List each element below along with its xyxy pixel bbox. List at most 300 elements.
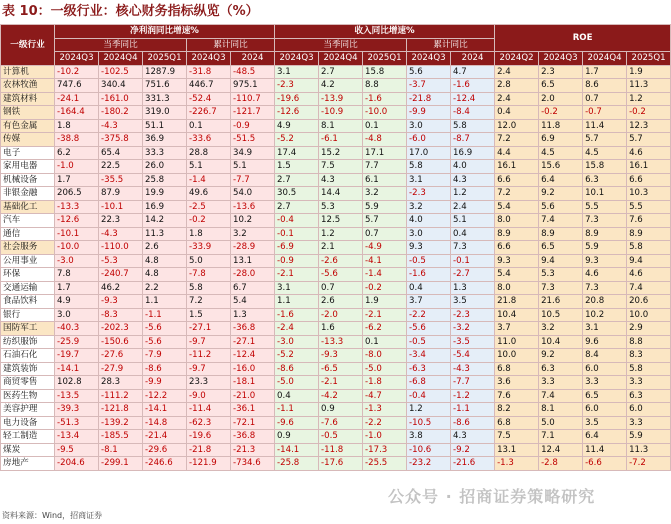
value-cell: -1.2: [451, 389, 495, 403]
value-cell: 7.4: [627, 281, 671, 295]
value-cell: -13.3: [319, 335, 363, 349]
table-row: [1, 308, 671, 322]
value-cell: -5.6: [143, 335, 187, 349]
value-cell: 6.5: [539, 241, 583, 255]
value-cell: 12.3: [627, 119, 671, 133]
table-row: [1, 268, 671, 282]
value-cell: 3.2: [539, 322, 583, 336]
value-cell: 2.1: [319, 241, 363, 255]
table-row: [1, 416, 671, 430]
value-cell: -2.0: [319, 308, 363, 322]
roe-header: ROE: [495, 25, 671, 52]
value-cell: 6.3: [539, 362, 583, 376]
value-cell: -9.7: [187, 362, 231, 376]
value-cell: 11.3: [143, 227, 187, 241]
value-cell: -11.4: [187, 403, 231, 417]
value-cell: -25.9: [55, 335, 99, 349]
value-cell: 6.0: [627, 403, 671, 417]
period-header: 2025Q1: [143, 52, 187, 66]
table-row: [1, 362, 671, 376]
value-cell: -9.9: [407, 106, 451, 120]
value-cell: 5.9: [627, 430, 671, 444]
value-cell: 0.1: [187, 119, 231, 133]
value-cell: 1.3: [231, 308, 275, 322]
value-cell: -9.3: [319, 349, 363, 363]
value-cell: 3.2: [407, 200, 451, 214]
value-cell: 5.5: [627, 200, 671, 214]
value-cell: 0.4: [495, 106, 539, 120]
value-cell: 16.9: [451, 146, 495, 160]
industry-name: 房地产: [1, 457, 55, 471]
value-cell: -204.6: [55, 457, 99, 471]
value-cell: -110.7: [231, 92, 275, 106]
value-cell: 1.2: [451, 187, 495, 201]
industry-name: 有色金属: [1, 119, 55, 133]
watermark: 公众号 · 招商证券策略研究: [388, 487, 596, 506]
value-cell: 30.5: [275, 187, 319, 201]
value-cell: 0.4: [275, 389, 319, 403]
value-cell: 1.8: [187, 227, 231, 241]
value-cell: -36.8: [231, 322, 275, 336]
value-cell: 8.0: [495, 214, 539, 228]
value-cell: -2.2: [363, 416, 407, 430]
value-cell: -12.4: [451, 92, 495, 106]
value-cell: 11.4: [583, 443, 627, 457]
value-cell: 3.6: [495, 376, 539, 390]
value-cell: 9.3: [495, 254, 539, 268]
value-cell: 3.1: [583, 322, 627, 336]
table-row: [1, 79, 671, 93]
value-cell: 46.2: [99, 281, 143, 295]
industry-name: 医药生物: [1, 389, 55, 403]
value-cell: 14.2: [143, 214, 187, 228]
value-cell: 5.8: [627, 241, 671, 255]
value-cell: -102.5: [99, 65, 143, 79]
value-cell: 3.2: [231, 227, 275, 241]
value-cell: 3.5: [451, 295, 495, 309]
value-cell: 3.0: [407, 119, 451, 133]
value-cell: -734.6: [231, 457, 275, 471]
value-cell: -13.9: [319, 92, 363, 106]
value-cell: -0.9: [275, 254, 319, 268]
value-cell: -31.8: [187, 65, 231, 79]
industry-name: 石油石化: [1, 349, 55, 363]
value-cell: -4.3: [99, 119, 143, 133]
value-cell: -36.8: [231, 430, 275, 444]
value-cell: -0.4: [275, 214, 319, 228]
value-cell: 17.0: [407, 146, 451, 160]
value-cell: -7.7: [231, 173, 275, 187]
value-cell: -2.3: [275, 79, 319, 93]
value-cell: 7.3: [583, 281, 627, 295]
value-cell: 5.5: [583, 200, 627, 214]
value-cell: -4.8: [363, 133, 407, 147]
value-cell: 13.1: [495, 443, 539, 457]
value-cell: 36.9: [143, 133, 187, 147]
value-cell: 5.4: [495, 200, 539, 214]
value-cell: -5.6: [319, 268, 363, 282]
table-row: [1, 65, 671, 79]
value-cell: -2.2: [407, 308, 451, 322]
value-cell: 3.7: [407, 295, 451, 309]
value-cell: 4.8: [143, 254, 187, 268]
industry-name: 建筑材料: [1, 92, 55, 106]
table-row: [1, 295, 671, 309]
value-cell: -5.4: [451, 349, 495, 363]
value-cell: 6.9: [539, 133, 583, 147]
value-cell: 5.7: [363, 214, 407, 228]
industry-header: 一级行业: [1, 25, 55, 66]
value-cell: -5.6: [143, 322, 187, 336]
value-cell: 2.4: [495, 65, 539, 79]
value-cell: 1.7: [55, 281, 99, 295]
value-cell: 15.8: [363, 65, 407, 79]
value-cell: 7.4: [539, 214, 583, 228]
value-cell: 6.1: [363, 173, 407, 187]
value-cell: 11.4: [583, 119, 627, 133]
value-cell: 1287.9: [143, 65, 187, 79]
value-cell: -1.4: [363, 268, 407, 282]
value-cell: -29.6: [143, 443, 187, 457]
value-cell: 446.7: [187, 79, 231, 93]
value-cell: -1.1: [275, 403, 319, 417]
value-cell: 1.1: [275, 295, 319, 309]
value-cell: -21.4: [143, 430, 187, 444]
value-cell: 7.2: [495, 187, 539, 201]
value-cell: -12.6: [275, 106, 319, 120]
value-cell: -38.8: [55, 133, 99, 147]
value-cell: 3.2: [363, 187, 407, 201]
table-row: [1, 281, 671, 295]
value-cell: -9.9: [143, 376, 187, 390]
value-cell: -1.6: [275, 308, 319, 322]
value-cell: -10.6: [407, 443, 451, 457]
value-cell: -14.8: [143, 416, 187, 430]
value-cell: 975.1: [231, 79, 275, 93]
value-cell: -8.4: [451, 106, 495, 120]
value-cell: 1.8: [55, 119, 99, 133]
value-cell: -7.6: [319, 416, 363, 430]
value-cell: -164.4: [55, 106, 99, 120]
value-cell: -28.9: [231, 241, 275, 255]
value-cell: -27.1: [231, 335, 275, 349]
value-cell: -8.3: [99, 308, 143, 322]
value-cell: 8.9: [627, 227, 671, 241]
value-cell: -1.0: [363, 430, 407, 444]
value-cell: 11.8: [539, 119, 583, 133]
value-cell: -52.4: [187, 92, 231, 106]
value-cell: 12.4: [539, 443, 583, 457]
value-cell: 1.5: [187, 308, 231, 322]
value-cell: -1.6: [407, 268, 451, 282]
value-cell: 10.0: [495, 349, 539, 363]
revenue-quarterly-header: 当季同比: [275, 38, 407, 52]
value-cell: -40.3: [55, 322, 99, 336]
value-cell: 10.4: [495, 308, 539, 322]
value-cell: 6.8: [495, 416, 539, 430]
value-cell: -2.7: [451, 268, 495, 282]
value-cell: -1.1: [143, 308, 187, 322]
value-cell: 4.2: [319, 79, 363, 93]
value-cell: 8.9: [495, 227, 539, 241]
value-cell: -3.4: [407, 349, 451, 363]
value-cell: -9.3: [99, 295, 143, 309]
value-cell: 0.4: [407, 281, 451, 295]
value-cell: 4.0: [407, 214, 451, 228]
value-cell: -13.3: [55, 200, 99, 214]
period-header: 2024Q3: [539, 52, 583, 66]
value-cell: -16.0: [231, 362, 275, 376]
value-cell: 7.3: [451, 241, 495, 255]
value-cell: -21.6: [451, 457, 495, 471]
value-cell: -5.6: [407, 322, 451, 336]
value-cell: 10.4: [539, 335, 583, 349]
value-cell: -0.2: [539, 106, 583, 120]
value-cell: 10.5: [539, 308, 583, 322]
industry-name: 钢铁: [1, 106, 55, 120]
value-cell: -6.2: [363, 322, 407, 336]
value-cell: -121.8: [99, 403, 143, 417]
value-cell: -2.3: [407, 187, 451, 201]
value-cell: 6.4: [539, 173, 583, 187]
value-cell: -2.8: [539, 457, 583, 471]
value-cell: 5.1: [187, 160, 231, 174]
value-cell: -14.1: [55, 362, 99, 376]
value-cell: 26.0: [143, 160, 187, 174]
value-cell: 3.3: [627, 416, 671, 430]
value-cell: 5.8: [627, 362, 671, 376]
value-cell: 6.0: [583, 403, 627, 417]
value-cell: 12.5: [319, 214, 363, 228]
table-row: [1, 457, 671, 471]
value-cell: 0.9: [319, 403, 363, 417]
value-cell: -27.1: [187, 322, 231, 336]
value-cell: 1.5: [275, 160, 319, 174]
table-row: [1, 403, 671, 417]
value-cell: 319.0: [143, 106, 187, 120]
header-row-periods: [1, 52, 671, 66]
value-cell: 65.4: [99, 146, 143, 160]
industry-name: 银行: [1, 308, 55, 322]
value-cell: -10.5: [407, 416, 451, 430]
value-cell: 8.8: [363, 79, 407, 93]
value-cell: 4.5: [539, 146, 583, 160]
value-cell: -19.7: [55, 349, 99, 363]
value-cell: 3.1: [407, 173, 451, 187]
value-cell: -21.0: [231, 389, 275, 403]
value-cell: 3.0: [55, 308, 99, 322]
industry-name: 传媒: [1, 133, 55, 147]
value-cell: 2.0: [539, 92, 583, 106]
value-cell: -2.6: [319, 254, 363, 268]
table-row: [1, 92, 671, 106]
value-cell: -0.2: [187, 214, 231, 228]
value-cell: -25.8: [275, 457, 319, 471]
value-cell: -4.7: [363, 389, 407, 403]
value-cell: -0.2: [627, 106, 671, 120]
value-cell: -5.3: [99, 254, 143, 268]
industry-name: 商贸零售: [1, 376, 55, 390]
value-cell: -9.5: [55, 443, 99, 457]
value-cell: 0.4: [451, 227, 495, 241]
value-cell: 9.6: [583, 335, 627, 349]
value-cell: -21.8: [187, 443, 231, 457]
value-cell: 7.6: [495, 389, 539, 403]
value-cell: -2.4: [275, 322, 319, 336]
value-cell: 5.8: [451, 119, 495, 133]
industry-name: 食品饮料: [1, 295, 55, 309]
value-cell: -246.6: [143, 457, 187, 471]
value-cell: -7.8: [187, 268, 231, 282]
value-cell: 6.5: [583, 389, 627, 403]
value-cell: 3.1: [275, 281, 319, 295]
value-cell: 4.6: [583, 268, 627, 282]
value-cell: 4.5: [583, 146, 627, 160]
value-cell: 9.4: [627, 254, 671, 268]
table-body: [1, 65, 671, 470]
value-cell: -0.5: [319, 430, 363, 444]
value-cell: 7.2: [495, 133, 539, 147]
value-cell: -1.3: [495, 457, 539, 471]
industry-name: 基础化工: [1, 200, 55, 214]
value-cell: 9.2: [539, 349, 583, 363]
value-cell: 2.7: [275, 173, 319, 187]
value-cell: 10.1: [583, 187, 627, 201]
value-cell: 2.6: [143, 241, 187, 255]
value-cell: 0.7: [319, 281, 363, 295]
period-header: 2024Q2: [495, 52, 539, 66]
value-cell: 1.3: [451, 281, 495, 295]
industry-name: 电力设备: [1, 416, 55, 430]
value-cell: -39.3: [55, 403, 99, 417]
industry-name: 家用电器: [1, 160, 55, 174]
table-row: [1, 376, 671, 390]
value-cell: 49.6: [187, 187, 231, 201]
value-cell: 1.6: [319, 322, 363, 336]
value-cell: 6.4: [583, 430, 627, 444]
value-cell: -1.8: [363, 376, 407, 390]
value-cell: -6.8: [407, 376, 451, 390]
value-cell: 9.4: [539, 254, 583, 268]
table-row: [1, 254, 671, 268]
value-cell: -1.3: [363, 403, 407, 417]
profit-quarterly-header: 当季同比: [55, 38, 187, 52]
value-cell: 8.9: [539, 227, 583, 241]
value-cell: -13.6: [231, 200, 275, 214]
value-cell: 4.6: [627, 146, 671, 160]
value-cell: -10.9: [319, 106, 363, 120]
value-cell: 20.8: [583, 295, 627, 309]
value-cell: -27.9: [99, 362, 143, 376]
value-cell: 4.7: [451, 65, 495, 79]
header-row-groups: [1, 25, 671, 39]
value-cell: -0.5: [407, 335, 451, 349]
value-cell: -3.5: [451, 335, 495, 349]
value-cell: 3.5: [583, 416, 627, 430]
value-cell: -110.0: [99, 241, 143, 255]
value-cell: -180.2: [99, 106, 143, 120]
value-cell: 2.3: [539, 65, 583, 79]
period-header: 2024Q4: [319, 52, 363, 66]
value-cell: -27.6: [99, 349, 143, 363]
source-note: 资料来源：Wind，招商证券: [2, 511, 103, 520]
value-cell: 17.1: [363, 146, 407, 160]
value-cell: -12.2: [143, 389, 187, 403]
value-cell: 2.8: [495, 79, 539, 93]
value-cell: 7.4: [539, 389, 583, 403]
value-cell: 4.9: [55, 295, 99, 309]
value-cell: 10.2: [583, 308, 627, 322]
value-cell: -2.1: [319, 376, 363, 390]
value-cell: -161.0: [99, 92, 143, 106]
value-cell: 102.8: [55, 376, 99, 390]
value-cell: 22.3: [99, 214, 143, 228]
value-cell: -3.7: [407, 79, 451, 93]
value-cell: -8.6: [143, 362, 187, 376]
value-cell: -121.9: [187, 457, 231, 471]
table-row: [1, 119, 671, 133]
value-cell: 3.3: [583, 376, 627, 390]
period-header: 2024: [451, 52, 495, 66]
value-cell: 11.0: [495, 335, 539, 349]
value-cell: 10.2: [231, 214, 275, 228]
value-cell: 14.4: [319, 187, 363, 201]
value-cell: -13.4: [55, 430, 99, 444]
industry-name: 环保: [1, 268, 55, 282]
value-cell: 51.1: [143, 119, 187, 133]
value-cell: 7.5: [319, 160, 363, 174]
table-title: 表 10：一级行业：核心财务指标纵览（%）: [2, 4, 259, 19]
value-cell: -5.2: [275, 349, 319, 363]
value-cell: -2.1: [275, 268, 319, 282]
value-cell: 4.3: [319, 173, 363, 187]
value-cell: 6.7: [231, 281, 275, 295]
table-row: [1, 160, 671, 174]
value-cell: 4.4: [495, 146, 539, 160]
value-cell: -121.7: [231, 106, 275, 120]
value-cell: -375.8: [99, 133, 143, 147]
value-cell: -13.5: [55, 389, 99, 403]
value-cell: 1.2: [627, 92, 671, 106]
value-cell: 4.8: [143, 268, 187, 282]
value-cell: 6.0: [583, 362, 627, 376]
value-cell: 7.3: [539, 281, 583, 295]
value-cell: -8.1: [99, 443, 143, 457]
value-cell: -4.9: [363, 241, 407, 255]
table-row: [1, 349, 671, 363]
value-cell: -62.3: [187, 416, 231, 430]
value-cell: 1.2: [319, 227, 363, 241]
value-cell: -5.0: [363, 362, 407, 376]
value-cell: -12.6: [55, 214, 99, 228]
value-cell: 7.1: [539, 430, 583, 444]
value-cell: -0.7: [583, 106, 627, 120]
value-cell: 1.9: [363, 295, 407, 309]
value-cell: -24.1: [55, 92, 99, 106]
industry-name: 农林牧渔: [1, 79, 55, 93]
industry-name: 非银金融: [1, 187, 55, 201]
value-cell: 19.9: [143, 187, 187, 201]
value-cell: 8.1: [539, 403, 583, 417]
value-cell: 9.3: [583, 254, 627, 268]
value-cell: -8.0: [363, 349, 407, 363]
value-cell: 7.3: [583, 214, 627, 228]
value-cell: -72.1: [231, 416, 275, 430]
profit-growth-header: 净利润同比增速%: [55, 25, 275, 39]
value-cell: -14.1: [275, 443, 319, 457]
period-header: 2024Q4: [99, 52, 143, 66]
table-row: [1, 200, 671, 214]
